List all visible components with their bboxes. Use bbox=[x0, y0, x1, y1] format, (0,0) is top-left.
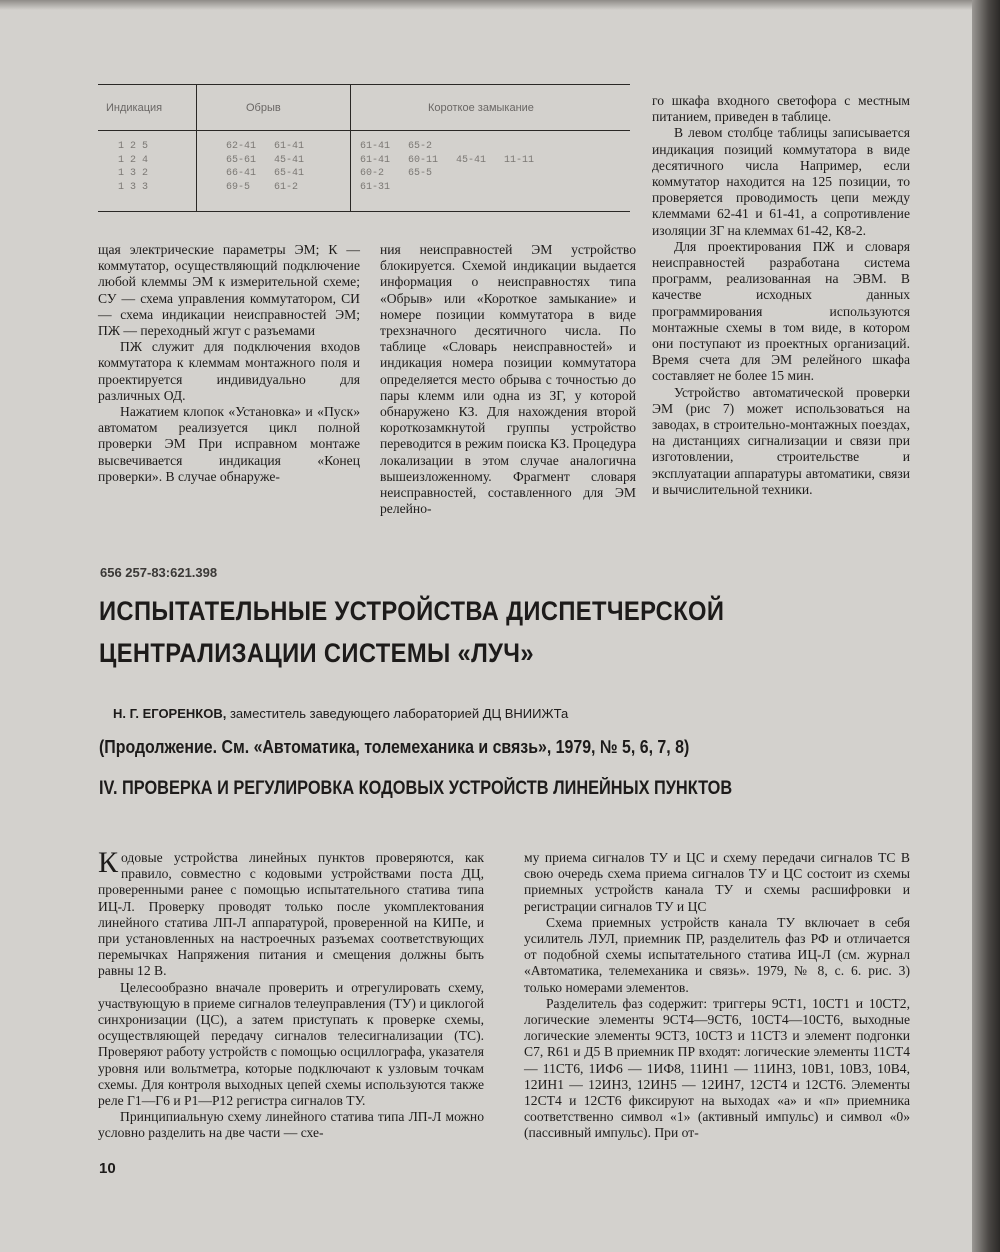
paragraph bbox=[98, 846, 484, 980]
table-col-divider-2 bbox=[350, 84, 351, 212]
upper-column-1 bbox=[98, 242, 360, 485]
author-line bbox=[113, 706, 568, 721]
page-binding-shadow bbox=[972, 0, 1000, 1252]
fault-dictionary-table bbox=[98, 84, 630, 212]
table-top-rule bbox=[98, 84, 630, 85]
table-col-indication: 1 2 5 1 2 4 1 3 2 1 3 3 bbox=[118, 141, 149, 193]
upper-column-3 bbox=[652, 93, 910, 498]
page-top-shadow bbox=[0, 0, 1000, 10]
table-header-break: Обрыв bbox=[246, 102, 281, 114]
table-header-indication: Индикация bbox=[106, 102, 163, 114]
article-title bbox=[99, 590, 724, 674]
upper-column-2 bbox=[380, 242, 636, 517]
continuation-note: (Продолжение. См. «Автоматика, толемеханика и связь», 1979, № 5, 6, 7, 8) bbox=[99, 736, 690, 757]
title-line-1: ИСПЫТАТЕЛЬНЫЕ УСТРОЙСТВА ДИСПЕТЧЕРСКОЙ bbox=[99, 596, 725, 626]
table-header-rule bbox=[98, 130, 630, 131]
paragraph: Устройство автоматической проверки ЭМ (рис 7) может использоваться на заводах, в строительно-монтажных поездах, на дистанциях сигнализации и связи при изготовлении, строительстве и эксплуатации аппаратуры автоматики, связи и вычислительной техники. bbox=[652, 384, 910, 497]
author-name: Н. Г. ЕГОРЕНКОВ, bbox=[113, 706, 227, 721]
paragraph: Разделитель фаз содержит: триггеры 9СТ1, 10СТ1 и 10СТ2, логические элементы 9СТ4—9СТ6, 10СТ4—10СТ6, выходные логические элементы 9СТ3, 10СТ3 и 11СТ3 и элемент подгонки С7, R61 и Д5 В приемник ПР входят: логические элементы 11СТ4 — 11СТ6, 1ИФ6 — 1ИФ8, 11ИН1 — 11ИН3, 10В1, 10В3, 10В4, 12ИН1 — 12ИН3, 12ИН5 — 12ИН7, 12СТ4 и 12СТ6. Элементы 12СТ4 и 12СТ6 фиксируют на выходах «а» и «п» приемника соответственно символ «1» (активный импульс) и символ «0» (пассивный импульс). При от- bbox=[524, 995, 910, 1141]
paragraph: го шкафа входного светофора с местным питанием, приведен в таблице. bbox=[652, 93, 910, 125]
drop-cap: К bbox=[98, 846, 119, 879]
paragraph: В левом столбце таблицы записывается индикация позиций коммутатора в виде десятичного числа Например, если коммутатор находится на 125 позиции, то проверяется проводимость цепи между клеммами 62-41 и 61-41, а сопротивление изоляции ЗГ на клеммах 61-42, К8-2. bbox=[652, 125, 910, 238]
paragraph: Схема приемных устройств канала ТУ включает в себя усилитель ЛУЛ, приемник ПР, разделитель фаз РФ и отличается от подобной схемы испытательного статива ИЦ-Л (см. журнал «Автоматика, телемеханика и связь». 1979, № 8, с. 6. рис. 3) только номерами элементов. bbox=[524, 914, 910, 995]
paragraph: ПЖ служит для подключения входов коммутатора к клеммам монтажного поля и проектируется индивидуально для различных ОД. bbox=[98, 339, 360, 403]
page-number: 10 bbox=[99, 1160, 116, 1177]
table-col-divider-1 bbox=[196, 84, 197, 212]
paragraph-text: одовые устройства линейных пунктов проверяются, как правило, совместно с кодовыми устройствами поста ДЦ, проверенными ранее с помощью испытательного статива типа ИЦ-Л. Проверку проводят только после укомплектования линейного статива ЛП-Л аппаратурой, проверенной на КИПе, и при установленных на настроечных разъемах соответствующих перемычках Напряжения питания и смещения должны быть равны 12 В. bbox=[98, 850, 484, 979]
section-heading: IV. ПРОВЕРКА И РЕГУЛИРОВКА КОДОВЫХ УСТРОЙСТВ ЛИНЕЙНЫХ ПУНКТОВ bbox=[99, 778, 733, 799]
paragraph: му приема сигналов ТУ и ЦС и схему передачи сигналов ТС В свою очередь схема приема сигналов ТУ и ЦС состоит из схемы приемных устройств канала ТУ и схемы расшифровки и регистрации сигналов ТУ и ЦС bbox=[524, 850, 910, 914]
udc-code: 656 257-83:621.398 bbox=[100, 565, 218, 580]
paragraph: Принципиальную схему линейного статива типа ЛП-Л можно условно разделить на две части — схе- bbox=[98, 1109, 484, 1141]
paragraph: Нажатием клопок «Установка» и «Пуск» автоматом реализуется цикл полной проверки ЭМ При исправном монтаже высвечивается индикация «Конец проверки». В случае обнаруже- bbox=[98, 404, 360, 484]
table-header-short: Короткое замыкание bbox=[428, 102, 534, 114]
lower-column-2 bbox=[524, 850, 910, 1142]
author-role: заместитель заведующего лабораторией ДЦ ВНИИЖТа bbox=[226, 706, 569, 721]
paragraph: щая электрические параметры ЭМ; К — коммутатор, осуществляющий подключение любой клеммы ЭМ к измерительной схеме; СУ — схема управления коммутатором, СИ — схема индикации неисправностей ЭМ; ПЖ — переходный жгут с разъемами bbox=[98, 242, 360, 339]
title-line-2: ЦЕНТРАЛИЗАЦИИ СИСТЕМЫ «ЛУЧ» bbox=[99, 638, 534, 668]
paragraph: ния неисправностей ЭМ устройство блокируется. Схемой индикации выдается информация о неисправностях типа «Обрыв» или «Короткое замыкание» и номере позиции коммутатора в виде трехзначного десятичного числа. По таблице «Словарь неисправностей» и индикация номера позиции коммутатора определяется место обрыва с точностью до пары клемм или одна из ЗГ, у которой обнаружено КЗ. Для нахождения второй короткозамкнутой группы устройство переводится в режим поиска КЗ. Процедура локализации в этом случае аналогична вышеизложенному. Фрагмент словаря неисправностей, составленного для ЭМ релейно- bbox=[380, 242, 636, 517]
lower-column-1 bbox=[98, 846, 485, 1142]
paragraph: Целесообразно вначале проверить и отрегулировать схему, участвующую в приеме сигналов телеуправления (ТУ) и циклогой синхронизации (ЦС), а затем приступать к проверке схемы, осуществляющей передачу сигналов телесигнализации (ТС). Проверяют работу устройств с помощью осциллографа, указателя уровня или вольтметра, которые подключают к узловым точкам схемы. Для контроля выходных цепей схемы используются также реле Г1—Г6 и Р1—Р12 регистра сигналов ТУ. bbox=[98, 979, 485, 1109]
paragraph: Для проектирования ПЖ и словаря неисправностей разработана система программ, реализованная на ЭВМ. В качестве исходных данных программирования используются монтажные схемы в том виде, в котором они поступают из проектных организаций. Время счета для ЭМ релейного шкафа составляет не более 15 мин. bbox=[652, 238, 910, 384]
table-bottom-rule bbox=[98, 211, 630, 212]
table-col-short: 61-41 65-2 61-41 60-11 45-41 11-11 60-2 65-5 61-31 bbox=[360, 141, 535, 193]
table-col-break: 62-41 61-41 65-61 45-41 66-41 65-41 69-5 61-2 bbox=[226, 141, 305, 193]
